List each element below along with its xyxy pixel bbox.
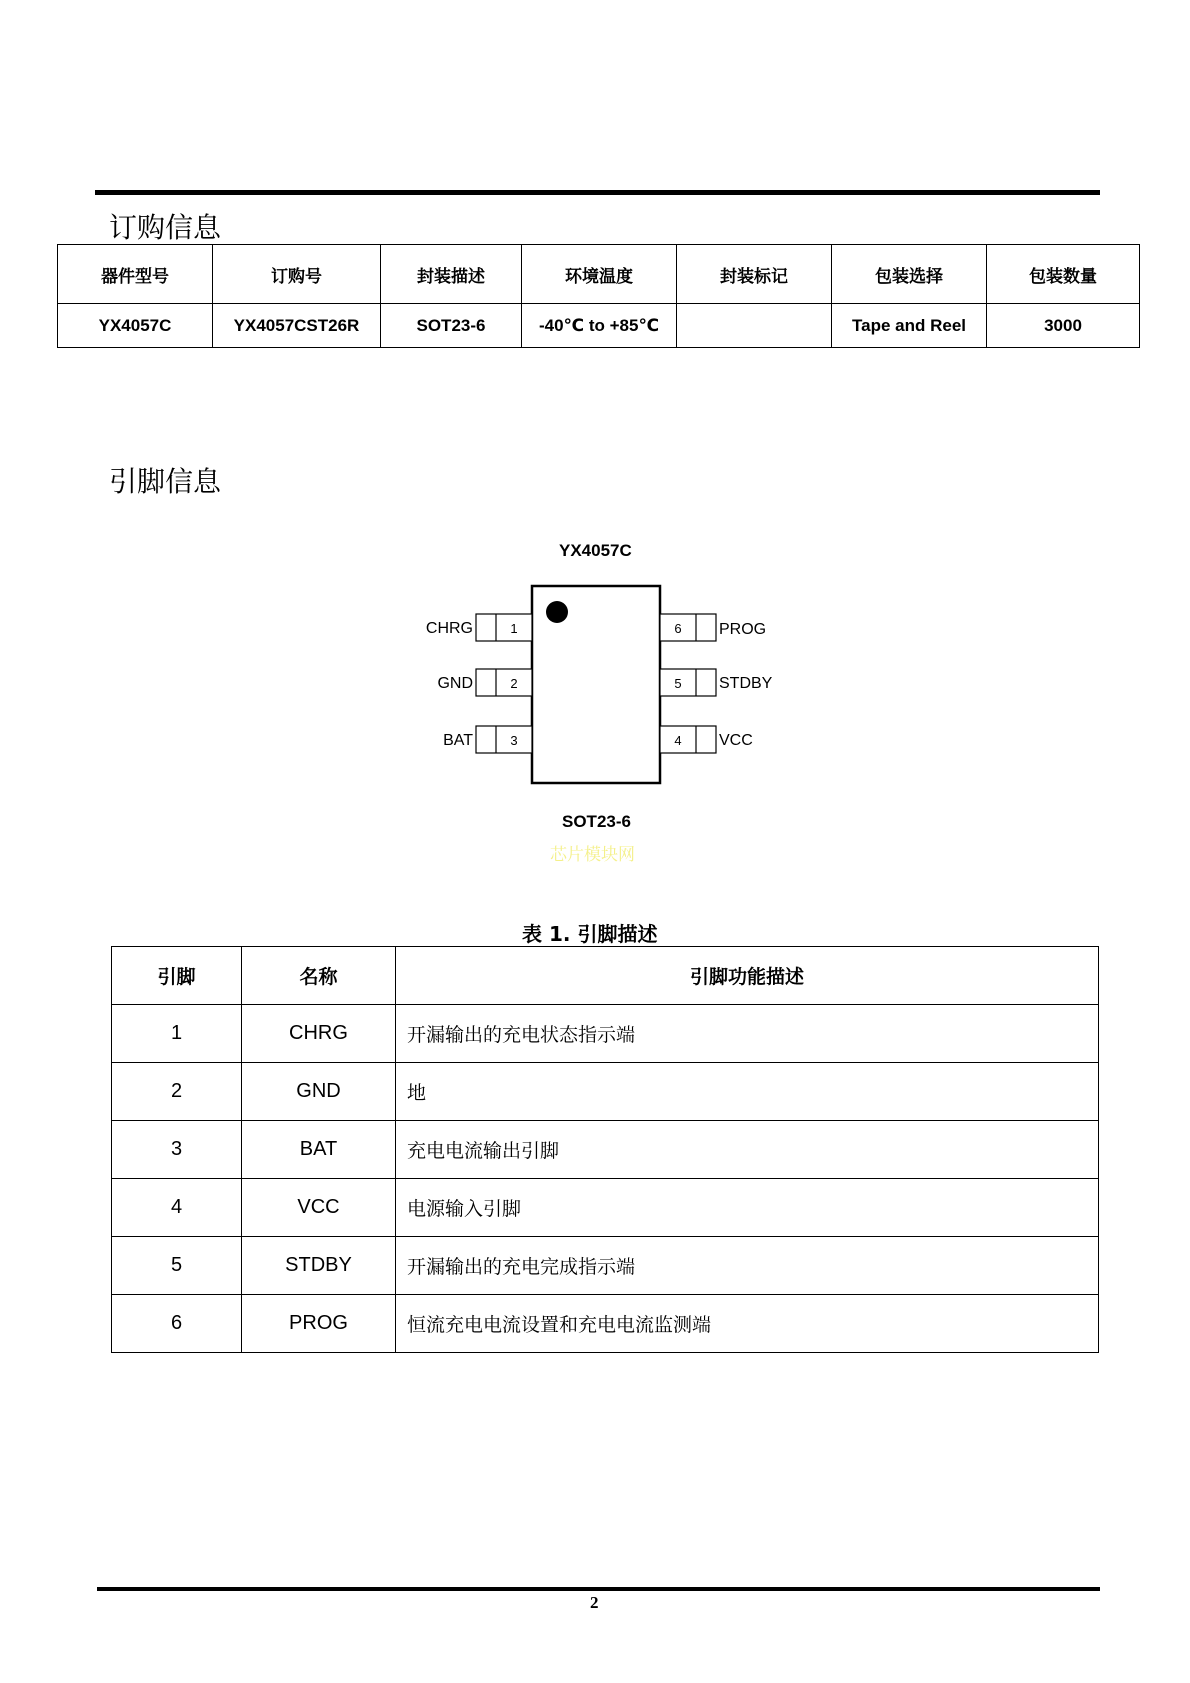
pin-number: 1 — [510, 621, 518, 636]
page-number: 2 — [590, 1593, 599, 1612]
watermark-text: 芯片模块网 — [550, 845, 635, 865]
table-row — [112, 1063, 1099, 1121]
pin-2 — [437, 669, 532, 696]
pin-3 — [443, 726, 532, 753]
chip-diagram — [400, 575, 800, 795]
table-cell-pin: 1 — [112, 1005, 242, 1063]
pin-name: VCC — [719, 732, 753, 749]
table-cell: SOT23-6 — [381, 304, 522, 348]
pin-4 — [660, 726, 753, 753]
pin-number: 6 — [674, 621, 682, 636]
ordering-info-title: 订购信息 — [109, 211, 222, 244]
pin-number: 4 — [674, 733, 682, 748]
table-row — [112, 1237, 1099, 1295]
table-cell-name: VCC — [242, 1179, 396, 1237]
top-rule — [95, 190, 1100, 195]
part-name-label: YX4057C — [559, 541, 632, 560]
table-header-cell: 引脚 — [112, 947, 242, 1005]
table-header-cell: 器件型号 — [58, 245, 213, 304]
table-header-row — [112, 947, 1099, 1005]
table-header-row — [58, 245, 1140, 304]
pin-name: STDBY — [719, 675, 773, 692]
table-row — [112, 1121, 1099, 1179]
table-cell-desc: 地 — [396, 1063, 1099, 1121]
table-header-cell: 封装标记 — [677, 245, 832, 304]
table-cell-pin: 2 — [112, 1063, 242, 1121]
table-cell-desc: 电源输入引脚 — [396, 1179, 1099, 1237]
pin-name: CHRG — [425, 620, 473, 637]
pin-name: BAT — [443, 732, 473, 749]
table-cell-pin: 3 — [112, 1121, 242, 1179]
table-cell-name: GND — [242, 1063, 396, 1121]
pin-info-title: 引脚信息 — [109, 465, 222, 498]
table-cell-desc: 开漏输出的充电完成指示端 — [396, 1237, 1099, 1295]
pin-5 — [660, 669, 773, 696]
package-label: SOT23-6 — [562, 812, 631, 831]
pin-description-table — [111, 946, 1099, 1353]
bottom-rule — [97, 1587, 1100, 1591]
table-cell-desc: 恒流充电电流设置和充电电流监测端 — [396, 1295, 1099, 1353]
table-cell — [677, 304, 832, 348]
ordering-table — [57, 244, 1140, 348]
table-row — [58, 304, 1140, 348]
pin-6 — [660, 614, 766, 641]
table-header-cell: 封装描述 — [381, 245, 522, 304]
table-row — [112, 1179, 1099, 1237]
pin-1 — [426, 614, 532, 641]
table-cell-desc: 开漏输出的充电状态指示端 — [396, 1005, 1099, 1063]
table-cell: -40℃ to +85℃ — [522, 304, 677, 348]
pin1-marker-dot — [546, 601, 568, 623]
table-cell: YX4057CST26R — [213, 304, 381, 348]
table-cell-pin: 4 — [112, 1179, 242, 1237]
table-header-cell: 环境温度 — [522, 245, 677, 304]
table-cell-desc: 充电电流输出引脚 — [396, 1121, 1099, 1179]
table-cell-name: PROG — [242, 1295, 396, 1353]
table-cell-name: CHRG — [242, 1005, 396, 1063]
pin-table-caption: 表 1. 引脚描述 — [522, 922, 658, 946]
table-cell-pin: 5 — [112, 1237, 242, 1295]
table-header-cell: 引脚功能描述 — [396, 947, 1099, 1005]
pin-number: 3 — [510, 733, 518, 748]
table-cell: YX4057C — [58, 304, 213, 348]
table-header-cell: 名称 — [242, 947, 396, 1005]
pin-name: PROG — [719, 621, 767, 638]
table-cell-pin: 6 — [112, 1295, 242, 1353]
pin-number: 5 — [674, 676, 682, 691]
table-cell: 3000 — [987, 304, 1140, 348]
table-header-cell: 包装选择 — [832, 245, 987, 304]
table-cell-name: STDBY — [242, 1237, 396, 1295]
table-cell: Tape and Reel — [832, 304, 987, 348]
table-row — [112, 1295, 1099, 1353]
pin-number: 2 — [510, 676, 518, 691]
table-row — [112, 1005, 1099, 1063]
table-cell-name: BAT — [242, 1121, 396, 1179]
table-header-cell: 订购号 — [213, 245, 381, 304]
pin-name: GND — [437, 675, 473, 692]
table-header-cell: 包装数量 — [987, 245, 1140, 304]
